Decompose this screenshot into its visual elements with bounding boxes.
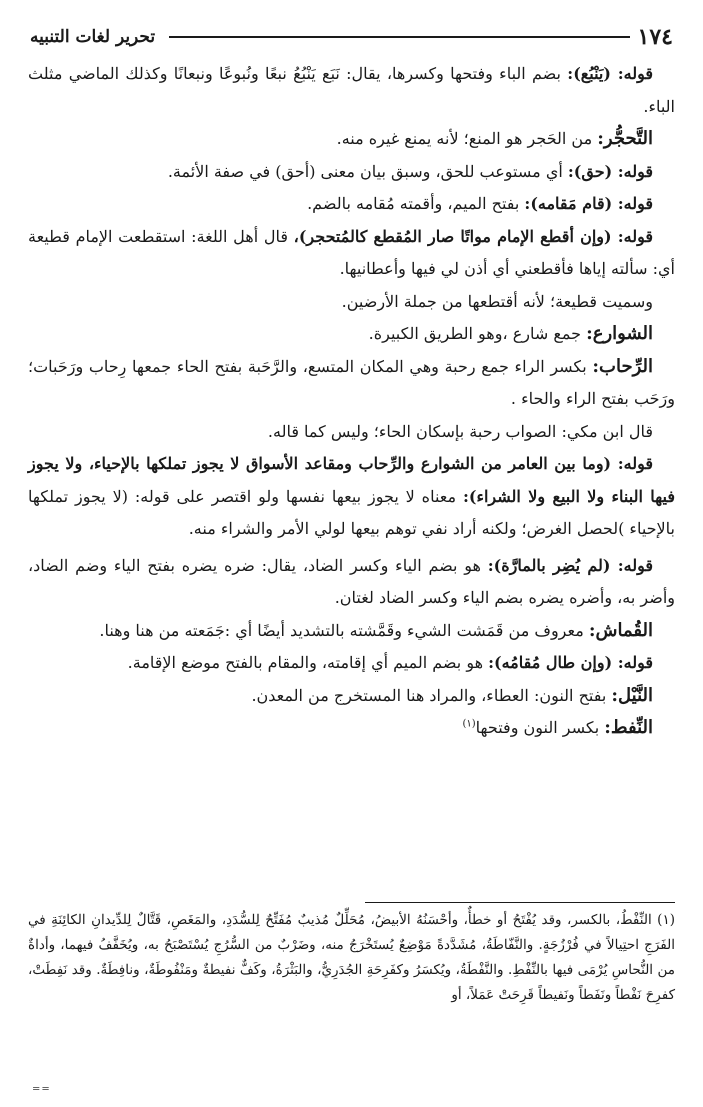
entry-text: معروف من قَمَشت الشيء وقَمَّشته بالتشديد أيضًا أي :جَمَعته من هنا وهنا. [99,620,589,640]
paragraph [28,318,675,351]
footnote-separator [365,902,675,903]
entry-text: أي مستوعب للحق، وسبق بيان معنى (أحق) في صفة الأئمة. [167,161,568,181]
entry-label: النِّفط: [604,717,653,738]
paragraph [28,221,675,286]
entry-text: معناه لا يجوز بيعها نفسها ولو اقتصر على قوله: (لا يجوز تملكها بالإحياء )لحصل الغرض؛ ولكنه أراد نفي توهم بيعها لولي الأمر والشراء منه. [28,486,675,538]
page-number: ١٧٤ [637,24,673,50]
entry-text: بفتح النون: العطاء، والمراد هنا المستخرج من المعدن. [251,685,612,705]
entry-label: قوله: (يَنْبُع): [567,64,654,83]
entry-text: هو بضم الياء وكسر الضاد، يقال: ضره يضره بفتح الياء وضم الضاد، وأضر به، وأضره يضره بضم الياء وكسر الضاد لغتان. [28,555,675,607]
entry-label: النَّيْل: [611,684,653,706]
page-header [30,22,673,52]
entry-label: قوله: (وإن أقطع الإمام مواتًا صار المُقطع كالمُتحجر)، [293,226,653,246]
entry-text: من الحَجر هو المنع؛ لأنه يمنع غيره منه. [336,129,598,148]
entry-label: الشوارع: [586,323,653,344]
entry-label: قوله: (لم يُضِر بالمارَّة): [487,555,654,575]
entry-text: بكسر النون وفتحها [475,718,605,737]
entry-text: بفتح الميم، وأقمته مُقامه بالضم. [307,194,525,213]
continuation-mark: == [32,1084,51,1095]
paragraph [28,647,675,680]
paragraph [28,615,675,648]
entry-text: بضم الباء وفتحها وكسرها، يقال: نَبَع يَنْبُعُ نبعًا ونُبوعًا ونبعانًا وكذلك الماضي مثلث الباء. [28,64,675,116]
entry-label: الرِّحاب: [592,355,653,377]
entry-text: وسميت قطيعة؛ لأنه أقتطعها من جملة الأرضين. [341,291,653,311]
entry-label: القُماش: [588,619,653,641]
footnote-reference[interactable]: (١) [462,718,476,730]
entry-text: بكسر الراء جمع رحبة وهي المكان المتسع، والرَّحَبة بفتح الحاء جمعها رِحاب ورَحَبات؛ ورَحَب بفتح الراء والحاء . [28,356,675,408]
paragraph [28,416,675,449]
entry-text: قال أهل اللغة: استقطعت الإمام قطيعة أي: سألته إياها فأقطعني أي أذن لي فيها وأعطانيها. [28,226,675,278]
entry-label: قوله: (وإن طال مُقامُه): [488,653,653,672]
entry-text: جمع شارع ،وهو الطريق الكبيرة. [368,324,587,343]
footnote [28,908,675,1008]
entry-text: هو بضم الميم أي إقامته، والمقام بالفتح موضع الإقامة. [127,653,489,672]
footnote-text: النِّفْطُ، بالكسر، وقد يُفْتَحُ أو خطأٌ، وأحْسَنُهُ الأبيضُ، مُحَلِّلٌ مُذيبٌ مُفَتِّحٌ لِلسُّدَدِ، والمَغَصِ، قَتَّالٌ لِلدِّيدانِ الكائِنَةِ في الفَرَجِ احتِيالاً في فُرْزُجَةٍ. والنَّفّاطَةُ، مُشَدَّدةً مَوْضِعٌ يُستَخْرَجُ منه، وضَرْبٌ من السُّرُجِ يُسْتَصْبَحُ به، ويُخَفَّفُ فيهما، وأداةٌ من النُّحاسِ يُرْمَى فيها بالنِّفْطِ. والنَّفْطَةُ، ويُكسَرُ وكفَرِحَةِ الجُدَرِيُّ، والبَثْرَةُ، وكَفٌّ نفيطةٌ ومَنْفُوطَةٌ، ونافِطَةٌ. وقد نَفِطَتْ، كفرِحَ نَفْطاً ونَفَطاً ونَفيطاً قَرِحَتْ عَمَلاً، أو [28,912,675,1003]
entry-label: قوله: (وما بين العامر من الشوارع والرِّحاب ومقاعد الأسواق لا يجوز تملكها بالإحياء، ولا يجوز فيها البناء ولا البيع ولا الشراء): [28,454,676,506]
entry-text: قال ابن مكي: الصواب رحبة بإسكان الحاء؛ وليس كما قاله. [267,421,653,441]
paragraph [28,351,675,416]
paragraph [28,286,675,319]
paragraph [28,448,675,546]
paragraph [28,58,675,123]
footnote-number: (١) [657,912,675,928]
paragraph [28,550,675,615]
running-title: تحرير لغات التنبيه [30,27,156,47]
footnotes [28,908,675,1008]
entry-label: قوله: (حق): [567,161,653,181]
entry-label: قوله: (قام مَقامه): [524,194,653,213]
paragraph [28,680,675,713]
main-text [28,58,675,745]
paragraph [28,188,675,221]
header-rule [169,36,629,38]
entry-label: التَّحجُّر: [597,128,653,149]
paragraph [28,123,675,156]
paragraph [28,156,675,189]
paragraph [28,712,675,745]
